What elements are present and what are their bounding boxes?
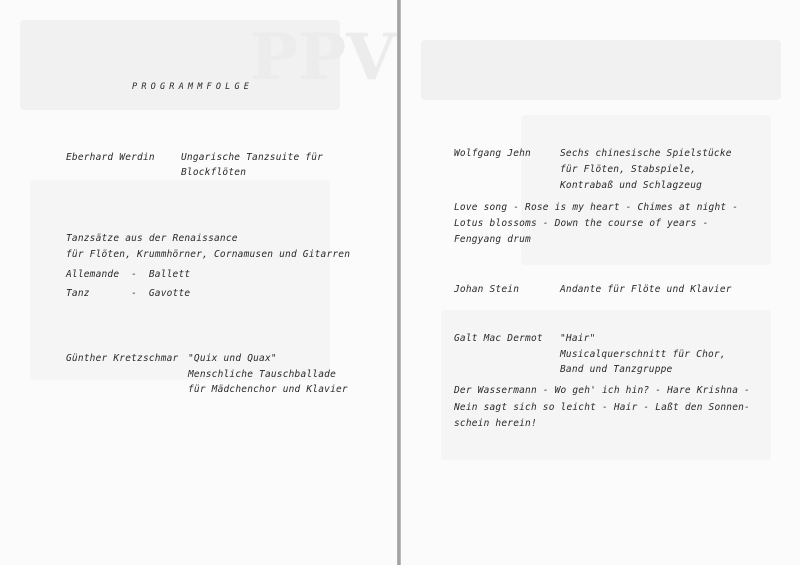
work-line: Kontrabaß und Schlagzeug (560, 180, 703, 191)
work-line: Tanz - Gavotte (66, 288, 191, 299)
work-line: Andante für Flöte und Klavier (560, 284, 732, 295)
work-line: Allemande - Ballett (66, 269, 191, 280)
composer-name: Galt Mac Dermot (454, 333, 543, 344)
work-line: Love song - Rose is my heart - Chimes at night - (454, 202, 739, 213)
work-line: Menschliche Tauschballade (188, 369, 336, 380)
composer-name: Günther Kretzschmar (66, 353, 179, 364)
bleed-through-shade (20, 20, 340, 110)
work-line: für Mädchenchor und Klavier (188, 384, 348, 395)
work-line: für Flöten, Krummhörner, Cornamusen und Gitarren (66, 249, 351, 260)
bleed-through-shade (421, 40, 781, 100)
bleed-through-lettering: PPV (250, 20, 396, 95)
work-line: "Hair" (560, 333, 596, 344)
work-line: Der Wassermann - Wo geh' ich hin? - Hare Krishna - (454, 385, 750, 396)
work-line: Sechs chinesische Spielstücke (560, 148, 732, 159)
work-line: Ungarische Tanzsuite für (181, 152, 324, 163)
work-line: Nein sagt sich so leicht - Hair - Laßt den Sonnen- (454, 402, 750, 413)
work-line: Band und Tanzgruppe (560, 364, 673, 375)
work-line: Blockflöten (181, 167, 247, 178)
composer-name: Eberhard Werdin (66, 152, 155, 163)
work-line: schein herein! (454, 418, 537, 429)
work-line: Tanzsätze aus der Renaissance (66, 233, 238, 244)
bleed-through-shade (30, 180, 330, 380)
work-line: Lotus blossoms - Down the course of years - (454, 218, 709, 229)
work-line: Musicalquerschnitt für Chor, (560, 349, 726, 360)
composer-name: Wolfgang Jehn (454, 148, 531, 159)
right-page (401, 0, 800, 565)
composer-name: Johan Stein (454, 284, 520, 295)
work-line: für Flöten, Stabspiele, (560, 164, 697, 175)
programme-heading: PROGRAMMFOLGE (132, 82, 254, 92)
left-page (0, 0, 397, 565)
work-line: "Quix und Quax" (188, 353, 277, 364)
work-line: Fengyang drum (454, 234, 531, 245)
